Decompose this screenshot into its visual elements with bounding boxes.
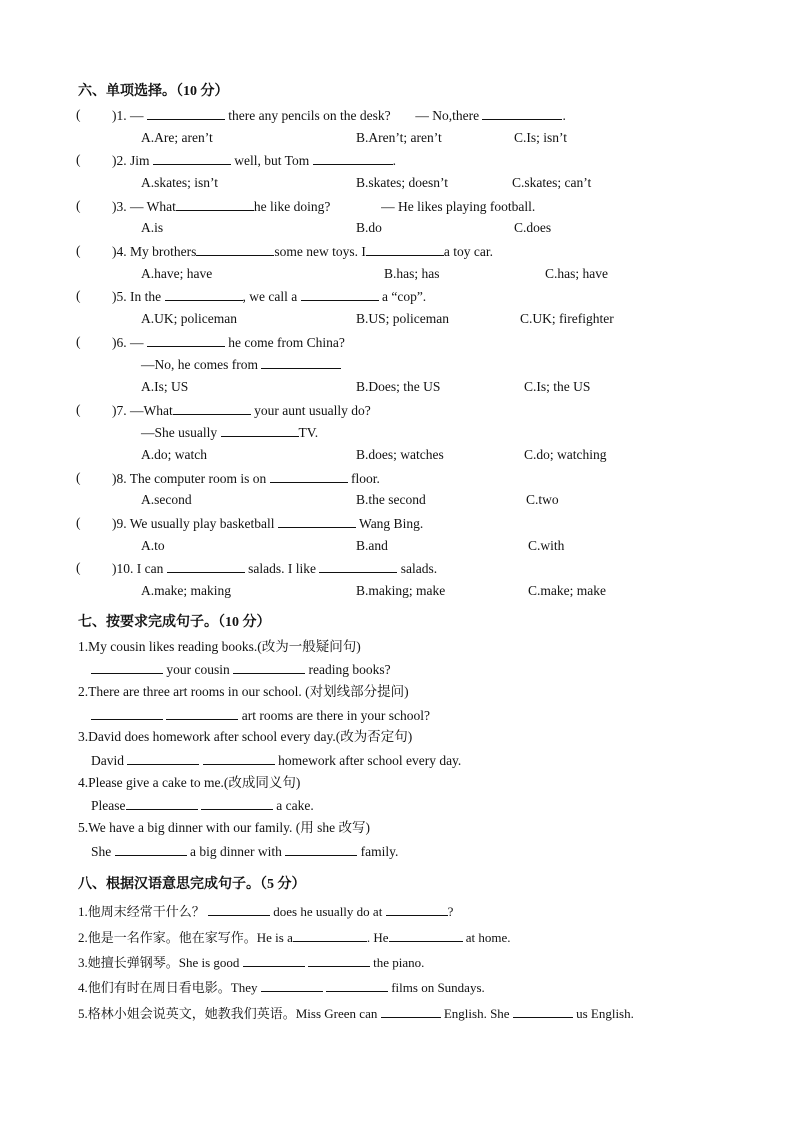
s7-q1-prompt: 1.My cousin likes reading books.(改为一般疑问句)	[78, 639, 361, 654]
blank[interactable]	[301, 288, 379, 301]
question-line: )9. We usually play basketball Wang Bing.	[112, 516, 424, 531]
option-b: B.US; policeman	[356, 311, 449, 326]
blank[interactable]	[153, 152, 231, 165]
s8-q3: 3.她擅长弹钢琴。She is good the piano.	[78, 955, 425, 970]
option-c: C.Is; the US	[524, 379, 591, 394]
blank[interactable]	[261, 356, 341, 369]
blank[interactable]	[319, 560, 397, 573]
blank[interactable]	[386, 903, 448, 916]
blank[interactable]	[381, 1005, 441, 1018]
question-line: )6. — he come from China?	[112, 335, 345, 350]
blank[interactable]	[389, 929, 463, 942]
s7-q1-answer: your cousin reading books?	[91, 661, 391, 678]
s8-q1: 1.他周末经常干什么？ does he usually do at ?	[78, 904, 454, 919]
option-b: B.has; has	[384, 266, 440, 281]
s7-q2-prompt: 2.There are three art rooms in our school. (对划线部分提问)	[78, 684, 409, 699]
s7-q4-answer: Please a cake.	[91, 798, 314, 813]
option-a: A.to	[141, 538, 165, 553]
blank[interactable]	[285, 843, 357, 856]
question-line: )1. — there any pencils on the desk? — No,there .	[112, 108, 566, 123]
option-a: A.is	[141, 220, 164, 235]
option-b: B.does; watches	[356, 447, 444, 462]
blank[interactable]	[147, 334, 225, 347]
blank[interactable]	[308, 954, 370, 967]
option-c: C.skates; can’t	[512, 175, 592, 190]
option-c: C.has; have	[545, 266, 608, 281]
question-line: )2. Jim well, but Tom .	[112, 153, 396, 168]
blank[interactable]	[313, 152, 393, 165]
section-8-title: 八、根据汉语意思完成句子。（5 分）	[78, 877, 306, 892]
option-a: A.Are; aren’t	[141, 130, 213, 145]
option-b: B.making; make	[356, 583, 446, 598]
question-answer-line: —No, he comes from	[141, 356, 341, 373]
option-c: C.with	[528, 538, 565, 553]
answer-paren[interactable]: (	[76, 470, 84, 485]
option-a: A.second	[141, 492, 192, 507]
blank[interactable]	[91, 661, 163, 674]
blank[interactable]	[91, 707, 163, 720]
option-c: C.make; make	[528, 583, 606, 598]
blank[interactable]	[221, 424, 299, 437]
blank[interactable]	[366, 243, 444, 256]
section-7-title: 七、按要求完成句子。（10 分）	[78, 615, 271, 630]
s7-q3-answer: David homework after school every day.	[91, 753, 462, 768]
question-line: )7. —What your aunt usually do?	[112, 403, 371, 418]
answer-paren[interactable]: (	[76, 560, 84, 575]
blank[interactable]	[293, 929, 367, 942]
blank[interactable]	[127, 752, 199, 765]
blank[interactable]	[176, 198, 254, 211]
option-a: A.do; watch	[141, 447, 207, 462]
s8-q4: 4.他们有时在周日看电影。They films on Sundays.	[78, 980, 485, 995]
option-a: A.skates; isn’t	[141, 175, 218, 190]
blank[interactable]	[203, 752, 275, 765]
blank[interactable]	[261, 979, 323, 992]
blank[interactable]	[326, 979, 388, 992]
option-b: B.the second	[356, 492, 426, 507]
option-c: C.UK; firefighter	[520, 311, 614, 326]
blank[interactable]	[208, 903, 270, 916]
question-line: )4. My brothers some new toys. I a toy car.	[112, 244, 493, 259]
option-b: B.Does; the US	[356, 379, 441, 394]
question-line: )5. In the , we call a a “cop”.	[112, 289, 427, 304]
option-c: C.do; watching	[524, 447, 607, 462]
answer-paren[interactable]: (	[76, 243, 84, 258]
answer-paren[interactable]: (	[76, 402, 84, 417]
option-a: A.UK; policeman	[141, 311, 237, 326]
blank[interactable]	[173, 402, 251, 415]
blank[interactable]	[233, 661, 305, 674]
blank[interactable]	[243, 954, 305, 967]
question-answer-line: —She usually TV.	[141, 425, 319, 440]
option-c: C.two	[526, 492, 559, 507]
option-c: C.Is; isn’t	[514, 130, 568, 145]
blank[interactable]	[482, 107, 562, 120]
option-c: C.does	[514, 220, 552, 235]
blank[interactable]	[270, 470, 348, 483]
s8-q2: 2.他是一名作家。他在家写作。He is a . He at home.	[78, 930, 511, 945]
answer-paren[interactable]: (	[76, 107, 84, 122]
blank[interactable]	[201, 797, 273, 810]
option-a: A.Is; US	[141, 379, 189, 394]
option-b: B.and	[356, 538, 388, 553]
question-line: )3. — What he like doing? — He likes playing football.	[112, 199, 536, 214]
blank[interactable]	[115, 843, 187, 856]
s8-q5: 5.格林小姐会说英文，她教我们英语。Miss Green can English. She us English.	[78, 1006, 634, 1021]
option-b: B.Aren’t; aren’t	[356, 130, 442, 145]
blank[interactable]	[167, 560, 245, 573]
answer-paren[interactable]: (	[76, 334, 84, 349]
option-b: B.do	[356, 220, 382, 235]
blank[interactable]	[166, 707, 238, 720]
answer-paren[interactable]: (	[76, 198, 84, 213]
section-6-title: 六、单项选择。（10 分）	[78, 84, 229, 99]
option-b: B.skates; doesn’t	[356, 175, 448, 190]
s7-q2-answer: art rooms are there in your school?	[91, 707, 430, 724]
question-line: )10. I can salads. I like salads.	[112, 561, 438, 576]
option-a: A.make; making	[141, 583, 231, 598]
blank[interactable]	[147, 107, 225, 120]
s7-q3-prompt: 3.David does homework after school every day.(改为否定句)	[78, 729, 413, 744]
s7-q5-prompt: 5.We have a big dinner with our family. (用 she 改写)	[78, 820, 370, 835]
blank[interactable]	[165, 288, 243, 301]
answer-paren[interactable]: (	[76, 288, 84, 303]
s7-q5-answer: She a big dinner with family.	[91, 844, 399, 859]
blank[interactable]	[196, 243, 274, 256]
question-line: )8. The computer room is on floor.	[112, 471, 380, 486]
blank[interactable]	[126, 797, 198, 810]
option-a: A.have; have	[141, 266, 213, 281]
s7-q4-prompt: 4.Please give a cake to me.(改成同义句)	[78, 775, 301, 790]
answer-paren[interactable]: (	[76, 152, 84, 167]
blank[interactable]	[513, 1005, 573, 1018]
answer-paren[interactable]: (	[76, 515, 84, 530]
blank[interactable]	[278, 515, 356, 528]
